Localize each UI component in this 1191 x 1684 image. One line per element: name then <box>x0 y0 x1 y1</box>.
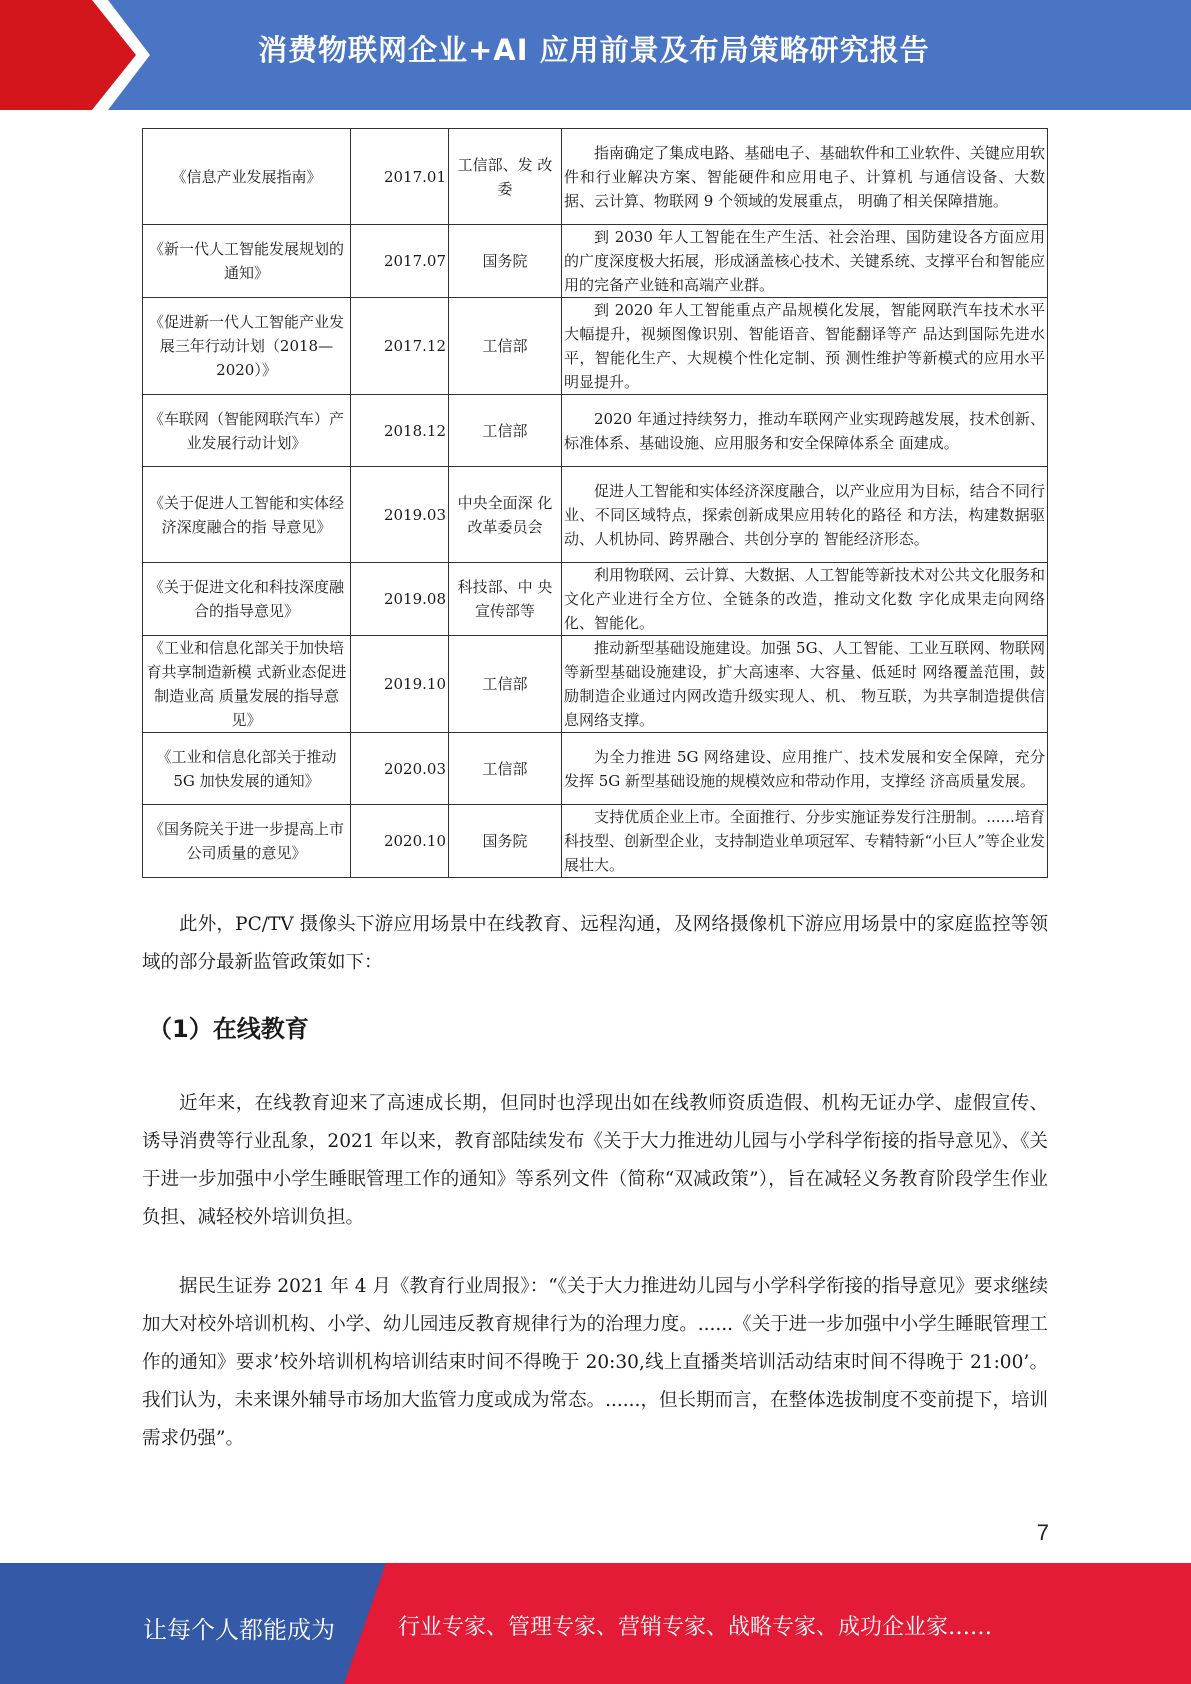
policy-name: 《国务院关于进一步提高上市公司质量的意见》 <box>143 805 351 878</box>
page-number: 7 <box>1036 1520 1049 1545</box>
table-row <box>143 298 1048 395</box>
section-heading: （1）在线教育 <box>148 1015 309 1043</box>
table-row <box>143 563 1048 636</box>
policy-name: 《工业和信息化部关于推动 5G 加快发展的通知》 <box>143 733 351 805</box>
policy-department: 工信部、发 改委 <box>449 129 562 225</box>
intro-paragraph: 此外，PC/TV 摄像头下游应用场景中在线教育、远程沟通，及网络摄像机下游应用场景中的家庭监控等领域的部分最新监管政策如下： <box>142 914 1048 973</box>
policy-date: 2019.10 <box>351 636 449 733</box>
policy-department: 工信部 <box>449 636 562 733</box>
policy-name: 《工业和信息化部关于加快培育共享制造新模 式新业态促进制造业高 质量发展的指导意见》 <box>143 636 351 733</box>
policy-description: 为全力推进 5G 网络建设、应用推广、技术发展和安全保障，充分发挥 5G 新型基础设施的规模效应和带动作用，支撑经 济高质量发展。 <box>562 733 1048 805</box>
table-row <box>143 636 1048 733</box>
policy-description: 推动新型基础设施建设。加强 5G、人工智能、工业互联网、物联网等新型基础设施建设，扩大高速率、大容量、低延时 网络覆盖范围，鼓励制造企业通过内网改造升级实现人、机、 物互联，为共享制造提供信息网络支撑。 <box>562 636 1048 733</box>
policy-name: 《信息产业发展指南》 <box>143 129 351 225</box>
policy-name: 《车联网（智能网联汽车）产业发展行动计划》 <box>143 395 351 467</box>
table-row <box>143 805 1048 878</box>
table-row <box>143 733 1048 805</box>
policy-description: 到 2020 年人工智能重点产品规模化发展，智能网联汽车技术水平大幅提升，视频图像识别、智能语音、智能翻译等产 品达到国际先进水平，智能化生产、大规模个性化定制、预 测性维护等新模式的应用水平明显提升。 <box>562 298 1048 395</box>
policy-name: 《促进新一代人工智能产业发展三年行动计划（2018—2020）》 <box>143 298 351 395</box>
footer-banner <box>0 1563 1191 1684</box>
policy-description: 2020 年通过持续努力，推动车联网产业实现跨越发展，技术创新、标准体系、基础设施、应用服务和安全保障体系全 面建成。 <box>562 395 1048 467</box>
policy-name: 《关于促进文化和科技深度融合的指导意见》 <box>143 563 351 636</box>
policy-description: 指南确定了集成电路、基础电子、基础软件和工业软件、关键应用软件和行业解决方案、智能硬件和应用电子、计算机 与通信设备、大数据、云计算、物联网 9 个领域的发展重点， 明确了相关保障措施。 <box>562 129 1048 225</box>
policy-date: 2017.12 <box>351 298 449 395</box>
policy-table <box>142 128 1048 878</box>
policy-name: 《新一代人工智能发展规划的通知》 <box>143 225 351 298</box>
policy-date: 2019.03 <box>351 467 449 563</box>
table-row <box>143 395 1048 467</box>
policy-department: 工信部 <box>449 733 562 805</box>
policy-department: 中央全面深 化改革委员会 <box>449 467 562 563</box>
policy-department: 工信部 <box>449 395 562 467</box>
policy-date: 2020.10 <box>351 805 449 878</box>
table-row <box>143 467 1048 563</box>
policy-department: 工信部 <box>449 298 562 395</box>
table-row <box>143 225 1048 298</box>
policy-date: 2017.01 <box>351 129 449 225</box>
quote-paragraph: 据民生证券 2021 年 4 月《教育行业周报》：“《关于大力推进幼儿园与小学科学衔接的指导意见》要求继续加大对校外培训机构、小学、幼儿园违反教育规律行为的治理力度。......《关于进一步加强中小学生睡眠管理工作的通知》要求’校外培训机构培训结束时间不得晚于 20:30,线上直播类培训活动结束时间不得晚于 21:00’。我们认为，未来课外辅导市场加大监管力度或成为常态。......，但长期而言，在整体选拔制度不变前提下，培训需求仍强”。 <box>142 1276 1048 1449</box>
policy-description: 到 2030 年人工智能在生产生活、社会治理、国防建设各方面应用的广度深度极大拓展，形成涵盖核心技术、关键系统、支撑平台和智能应用的完备产业链和高端产业群。 <box>562 225 1048 298</box>
body-paragraph: 近年来，在线教育迎来了高速成长期，但同时也浮现出如在线教师资质造假、机构无证办学、虚假宣传、诱导消费等行业乱象，2021 年以来，教育部陆续发布《关于大力推进幼儿园与小学科学衔接的指导意见》、《关于进一步加强中小学生睡眠管理工作的通知》等系列文件（简称“双减政策”），旨在减轻义务教育阶段学生作业负担、减轻校外培训负担。 <box>142 1093 1048 1228</box>
policy-description: 利用物联网、云计算、大数据、人工智能等新技术对公共文化服务和文化产业进行全方位、全链条的改造，推动文化数 字化成果走向网络化、智能化。 <box>562 563 1048 636</box>
header-banner <box>0 0 1191 110</box>
table-row <box>143 129 1048 225</box>
policy-name: 《关于促进人工智能和实体经济深度融合的指 导意见》 <box>143 467 351 563</box>
policy-date: 2020.03 <box>351 733 449 805</box>
policy-description: 支持优质企业上市。全面推行、分步实施证券发行注册制。......培育科技型、创新型企业，支持制造业单项冠军、专精特新“小巨人”等企业发展壮大。 <box>562 805 1048 878</box>
policy-date: 2018.12 <box>351 395 449 467</box>
footer-slogan-left: 让每个人都能成为 <box>143 1616 335 1644</box>
policy-department: 国务院 <box>449 805 562 878</box>
header-arrow-red <box>0 0 150 110</box>
policy-department: 科技部、中 央宣传部等 <box>449 563 562 636</box>
report-title: 消费物联网企业+AI 应用前景及布局策略研究报告 <box>258 33 930 67</box>
footer-slogan-right: 行业专家、管理专家、营销专家、战略专家、成功企业家…… <box>398 1615 993 1640</box>
policy-description: 促进人工智能和实体经济深度融合，以产业应用为目标，结合不同行业、不同区域特点，探索创新成果应用转化的路径 和方法，构建数据驱动、人机协同、跨界融合、共创分享的 智能经济形态。 <box>562 467 1048 563</box>
policy-date: 2017.07 <box>351 225 449 298</box>
policy-department: 国务院 <box>449 225 562 298</box>
policy-date: 2019.08 <box>351 563 449 636</box>
